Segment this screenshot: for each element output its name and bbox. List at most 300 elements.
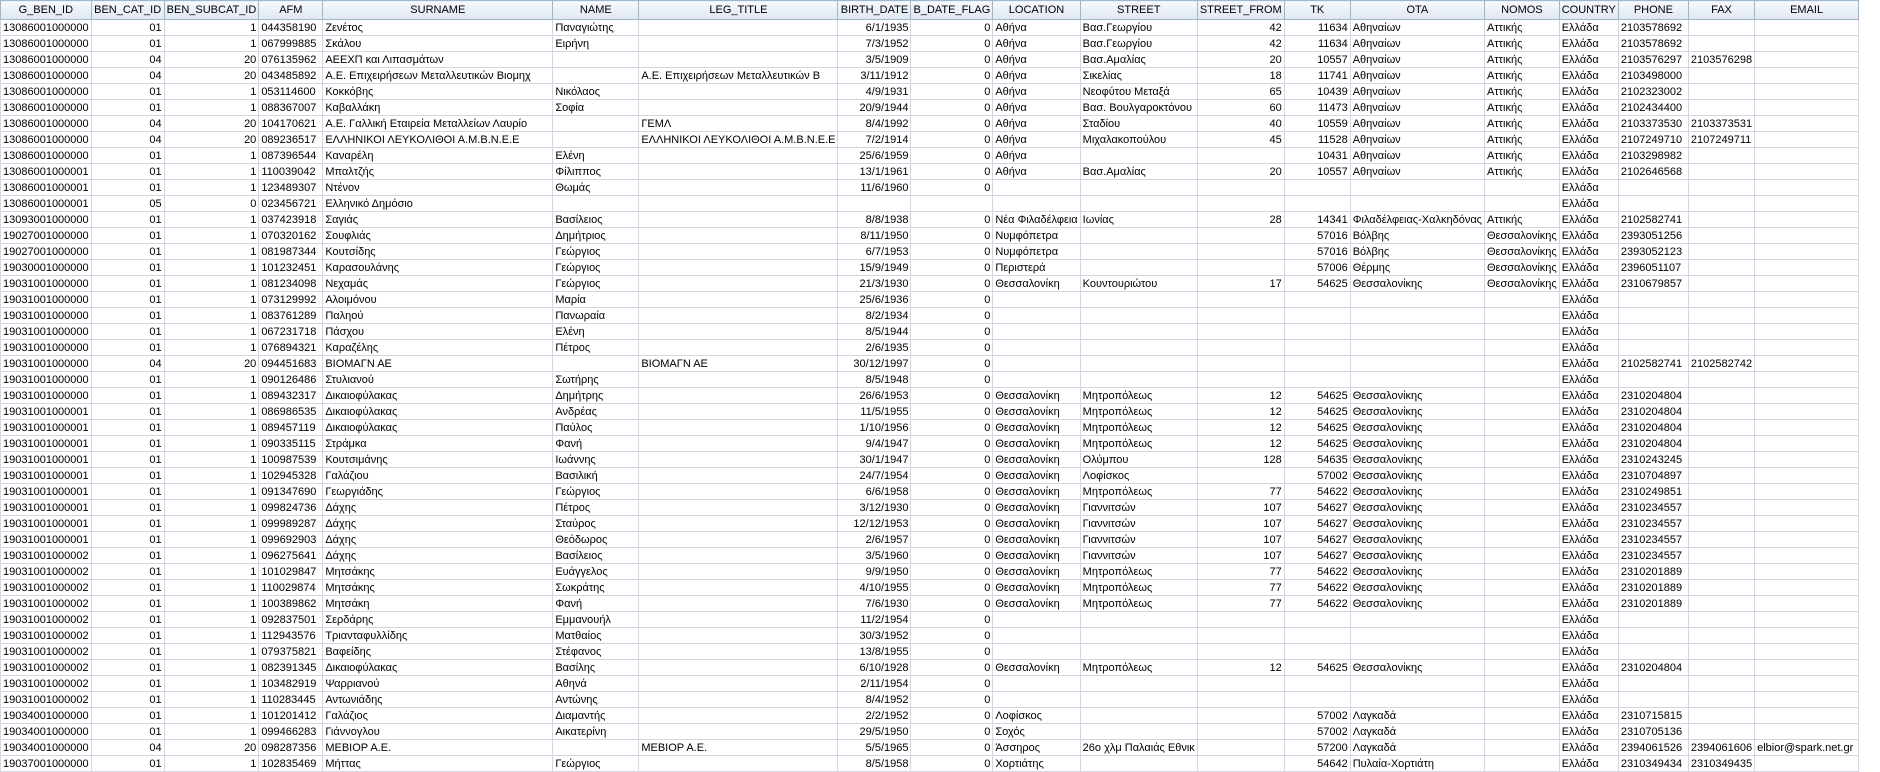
cell-ben-subcat-id[interactable]: 1: [164, 692, 259, 708]
cell-nomos[interactable]: [1484, 756, 1559, 772]
cell-fax[interactable]: [1688, 452, 1754, 468]
cell-tk[interactable]: [1284, 340, 1350, 356]
cell-surname[interactable]: Μπαλτζής: [323, 164, 553, 180]
cell-email[interactable]: [1755, 564, 1859, 580]
cell-birth-date[interactable]: 8/11/1950: [838, 228, 911, 244]
cell-b-date-flag[interactable]: 0: [911, 580, 993, 596]
cell-surname[interactable]: Δικαιοφύλακας: [323, 404, 553, 420]
cell-location[interactable]: Θεσσαλονίκη: [993, 420, 1080, 436]
cell-b-date-flag[interactable]: 0: [911, 740, 993, 756]
cell-g-ben-id[interactable]: 19031001000002: [1, 564, 92, 580]
cell-ben-cat-id[interactable]: 01: [91, 324, 164, 340]
cell-g-ben-id[interactable]: 19031001000001: [1, 420, 92, 436]
cell-afm[interactable]: 102835469: [259, 756, 323, 772]
cell-name[interactable]: Ματθαίος: [553, 628, 639, 644]
cell-nomos[interactable]: [1484, 676, 1559, 692]
cell-ben-subcat-id[interactable]: 1: [164, 500, 259, 516]
cell-ota[interactable]: Αθηναίων: [1350, 84, 1484, 100]
cell-street-from[interactable]: [1197, 372, 1284, 388]
cell-leg-title[interactable]: [639, 52, 838, 68]
cell-b-date-flag[interactable]: 0: [911, 292, 993, 308]
cell-leg-title[interactable]: [639, 244, 838, 260]
cell-leg-title[interactable]: [639, 180, 838, 196]
cell-g-ben-id[interactable]: 19031001000002: [1, 644, 92, 660]
cell-fax[interactable]: [1688, 532, 1754, 548]
cell-ota[interactable]: Αθηναίων: [1350, 52, 1484, 68]
cell-leg-title[interactable]: [639, 708, 838, 724]
cell-ben-cat-id[interactable]: 01: [91, 580, 164, 596]
cell-ben-cat-id[interactable]: 01: [91, 244, 164, 260]
cell-surname[interactable]: Μήττας: [323, 756, 553, 772]
cell-ben-cat-id[interactable]: 01: [91, 516, 164, 532]
cell-ben-subcat-id[interactable]: 1: [164, 436, 259, 452]
cell-phone[interactable]: 2103298982: [1618, 148, 1688, 164]
cell-nomos[interactable]: Αττικής: [1484, 20, 1559, 36]
cell-phone[interactable]: 2107249710: [1618, 132, 1688, 148]
cell-surname[interactable]: Α.Ε. Επιχειρήσεων Μεταλλευτικών Βιομηχ: [323, 68, 553, 84]
cell-ben-subcat-id[interactable]: 1: [164, 228, 259, 244]
cell-ben-subcat-id[interactable]: 1: [164, 20, 259, 36]
cell-leg-title[interactable]: [639, 548, 838, 564]
cell-nomos[interactable]: Αττικής: [1484, 132, 1559, 148]
cell-leg-title[interactable]: [639, 756, 838, 772]
cell-name[interactable]: Ειρήνη: [553, 36, 639, 52]
cell-country[interactable]: Ελλάδα: [1559, 756, 1618, 772]
cell-tk[interactable]: [1284, 324, 1350, 340]
column-header-street[interactable]: STREET: [1080, 1, 1197, 20]
cell-leg-title[interactable]: [639, 644, 838, 660]
cell-street-from[interactable]: [1197, 196, 1284, 212]
cell-g-ben-id[interactable]: 13086001000000: [1, 52, 92, 68]
cell-b-date-flag[interactable]: 0: [911, 276, 993, 292]
cell-name[interactable]: Ελένη: [553, 324, 639, 340]
cell-fax[interactable]: [1688, 724, 1754, 740]
cell-ota[interactable]: [1350, 324, 1484, 340]
cell-ota[interactable]: Θεσσαλονίκης: [1350, 516, 1484, 532]
cell-ben-subcat-id[interactable]: 1: [164, 532, 259, 548]
cell-street[interactable]: Μητροπόλεως: [1080, 484, 1197, 500]
cell-surname[interactable]: Σκάλου: [323, 36, 553, 52]
cell-ben-subcat-id[interactable]: 1: [164, 468, 259, 484]
cell-street-from[interactable]: 17: [1197, 276, 1284, 292]
cell-email[interactable]: [1755, 356, 1859, 372]
cell-street[interactable]: Βασ. Βουλγαροκτόνου: [1080, 100, 1197, 116]
cell-birth-date[interactable]: 11/5/1955: [838, 404, 911, 420]
cell-country[interactable]: Ελλάδα: [1559, 292, 1618, 308]
cell-nomos[interactable]: [1484, 324, 1559, 340]
cell-nomos[interactable]: [1484, 356, 1559, 372]
cell-ben-cat-id[interactable]: 01: [91, 628, 164, 644]
cell-fax[interactable]: [1688, 196, 1754, 212]
cell-surname[interactable]: Δικαιοφύλακας: [323, 388, 553, 404]
cell-birth-date[interactable]: 3/5/1909: [838, 52, 911, 68]
cell-street-from[interactable]: [1197, 756, 1284, 772]
cell-country[interactable]: Ελλάδα: [1559, 36, 1618, 52]
column-header-g-ben-id[interactable]: G_BEN_ID: [1, 1, 92, 20]
cell-ben-subcat-id[interactable]: 1: [164, 452, 259, 468]
cell-phone[interactable]: [1618, 324, 1688, 340]
cell-fax[interactable]: [1688, 644, 1754, 660]
cell-street-from[interactable]: [1197, 308, 1284, 324]
cell-afm[interactable]: 103482919: [259, 676, 323, 692]
cell-ota[interactable]: Αθηναίων: [1350, 148, 1484, 164]
cell-surname[interactable]: Γαλάζιου: [323, 468, 553, 484]
cell-g-ben-id[interactable]: 13086001000001: [1, 180, 92, 196]
cell-ben-subcat-id[interactable]: 1: [164, 388, 259, 404]
cell-street-from[interactable]: 77: [1197, 580, 1284, 596]
cell-street-from[interactable]: 12: [1197, 404, 1284, 420]
cell-country[interactable]: Ελλάδα: [1559, 708, 1618, 724]
cell-afm[interactable]: 099692903: [259, 532, 323, 548]
cell-ota[interactable]: Θεσσαλονίκης: [1350, 580, 1484, 596]
cell-street-from[interactable]: [1197, 676, 1284, 692]
cell-g-ben-id[interactable]: 19031001000001: [1, 484, 92, 500]
cell-name[interactable]: Φανή: [553, 436, 639, 452]
cell-street[interactable]: Μητροπόλεως: [1080, 404, 1197, 420]
cell-street[interactable]: Μητροπόλεως: [1080, 388, 1197, 404]
cell-g-ben-id[interactable]: 19031001000001: [1, 468, 92, 484]
cell-phone[interactable]: [1618, 196, 1688, 212]
cell-ben-subcat-id[interactable]: 1: [164, 596, 259, 612]
cell-street-from[interactable]: 45: [1197, 132, 1284, 148]
cell-fax[interactable]: [1688, 468, 1754, 484]
cell-email[interactable]: [1755, 132, 1859, 148]
cell-phone[interactable]: 2396051107: [1618, 260, 1688, 276]
cell-b-date-flag[interactable]: 0: [911, 20, 993, 36]
cell-location[interactable]: Θεσσαλονίκη: [993, 580, 1080, 596]
cell-fax[interactable]: [1688, 692, 1754, 708]
cell-country[interactable]: Ελλάδα: [1559, 84, 1618, 100]
cell-birth-date[interactable]: 13/8/1955: [838, 644, 911, 660]
cell-name[interactable]: Διαμαντής: [553, 708, 639, 724]
cell-ben-cat-id[interactable]: 01: [91, 276, 164, 292]
cell-location[interactable]: [993, 628, 1080, 644]
cell-email[interactable]: [1755, 516, 1859, 532]
cell-email[interactable]: [1755, 580, 1859, 596]
cell-ben-subcat-id[interactable]: 1: [164, 484, 259, 500]
cell-ben-cat-id[interactable]: 01: [91, 500, 164, 516]
cell-phone[interactable]: [1618, 340, 1688, 356]
cell-b-date-flag[interactable]: 0: [911, 612, 993, 628]
cell-birth-date[interactable]: 4/9/1931: [838, 84, 911, 100]
cell-fax[interactable]: 2394061606: [1688, 740, 1754, 756]
cell-g-ben-id[interactable]: 19031001000002: [1, 628, 92, 644]
cell-ota[interactable]: Λαγκαδά: [1350, 740, 1484, 756]
cell-email[interactable]: [1755, 52, 1859, 68]
cell-fax[interactable]: [1688, 708, 1754, 724]
cell-tk[interactable]: [1284, 308, 1350, 324]
cell-phone[interactable]: 2310679857: [1618, 276, 1688, 292]
cell-ben-subcat-id[interactable]: 1: [164, 148, 259, 164]
cell-nomos[interactable]: [1484, 292, 1559, 308]
cell-phone[interactable]: [1618, 292, 1688, 308]
cell-surname[interactable]: Δικαιοφύλακας: [323, 660, 553, 676]
cell-name[interactable]: Γεώργιος: [553, 276, 639, 292]
cell-b-date-flag[interactable]: 0: [911, 516, 993, 532]
cell-fax[interactable]: [1688, 308, 1754, 324]
cell-surname[interactable]: Δάχης: [323, 548, 553, 564]
column-header-leg-title[interactable]: LEG_TITLE: [639, 1, 838, 20]
cell-tk[interactable]: [1284, 180, 1350, 196]
cell-surname[interactable]: Κουτσιμάνης: [323, 452, 553, 468]
cell-country[interactable]: Ελλάδα: [1559, 148, 1618, 164]
cell-birth-date[interactable]: 8/5/1958: [838, 756, 911, 772]
cell-email[interactable]: [1755, 20, 1859, 36]
cell-country[interactable]: Ελλάδα: [1559, 212, 1618, 228]
cell-ben-cat-id[interactable]: 01: [91, 660, 164, 676]
cell-name[interactable]: Δημήτρης: [553, 388, 639, 404]
cell-afm[interactable]: 110039042: [259, 164, 323, 180]
cell-email[interactable]: [1755, 724, 1859, 740]
cell-street[interactable]: [1080, 260, 1197, 276]
cell-ben-subcat-id[interactable]: 1: [164, 308, 259, 324]
cell-b-date-flag[interactable]: 0: [911, 500, 993, 516]
cell-g-ben-id[interactable]: 19031001000000: [1, 388, 92, 404]
cell-surname[interactable]: Δάχης: [323, 532, 553, 548]
cell-b-date-flag[interactable]: 0: [911, 708, 993, 724]
cell-nomos[interactable]: [1484, 532, 1559, 548]
cell-ben-cat-id[interactable]: 01: [91, 84, 164, 100]
cell-email[interactable]: [1755, 196, 1859, 212]
cell-country[interactable]: Ελλάδα: [1559, 276, 1618, 292]
cell-afm[interactable]: 076135962: [259, 52, 323, 68]
cell-location[interactable]: [993, 180, 1080, 196]
cell-ota[interactable]: Βόλβης: [1350, 228, 1484, 244]
cell-country[interactable]: Ελλάδα: [1559, 692, 1618, 708]
cell-phone[interactable]: 2102323002: [1618, 84, 1688, 100]
cell-street-from[interactable]: 18: [1197, 68, 1284, 84]
cell-phone[interactable]: 2310234557: [1618, 532, 1688, 548]
cell-ben-cat-id[interactable]: 04: [91, 116, 164, 132]
cell-fax[interactable]: [1688, 340, 1754, 356]
cell-afm[interactable]: 110283445: [259, 692, 323, 708]
cell-phone[interactable]: 2310204804: [1618, 388, 1688, 404]
cell-nomos[interactable]: Θεσσαλονίκης: [1484, 260, 1559, 276]
cell-street[interactable]: [1080, 756, 1197, 772]
cell-ota[interactable]: [1350, 196, 1484, 212]
column-header-country[interactable]: COUNTRY: [1559, 1, 1618, 20]
cell-tk[interactable]: 54625: [1284, 276, 1350, 292]
cell-ben-cat-id[interactable]: 01: [91, 532, 164, 548]
cell-street[interactable]: [1080, 196, 1197, 212]
cell-tk[interactable]: [1284, 628, 1350, 644]
cell-nomos[interactable]: Αττικής: [1484, 212, 1559, 228]
cell-fax[interactable]: [1688, 548, 1754, 564]
cell-phone[interactable]: 2393052123: [1618, 244, 1688, 260]
cell-leg-title[interactable]: [639, 292, 838, 308]
cell-email[interactable]: [1755, 404, 1859, 420]
cell-g-ben-id[interactable]: 19031001000002: [1, 596, 92, 612]
cell-birth-date[interactable]: 25/6/1936: [838, 292, 911, 308]
cell-street-from[interactable]: 107: [1197, 500, 1284, 516]
cell-phone[interactable]: [1618, 628, 1688, 644]
cell-ben-subcat-id[interactable]: 1: [164, 276, 259, 292]
cell-ben-subcat-id[interactable]: 1: [164, 100, 259, 116]
cell-ben-subcat-id[interactable]: 20: [164, 52, 259, 68]
cell-birth-date[interactable]: 24/7/1954: [838, 468, 911, 484]
cell-location[interactable]: [993, 340, 1080, 356]
cell-b-date-flag[interactable]: 0: [911, 660, 993, 676]
cell-location[interactable]: Αθήνα: [993, 148, 1080, 164]
cell-afm[interactable]: 101029847: [259, 564, 323, 580]
cell-fax[interactable]: [1688, 180, 1754, 196]
cell-ben-cat-id[interactable]: 01: [91, 644, 164, 660]
cell-ben-subcat-id[interactable]: 1: [164, 612, 259, 628]
cell-afm[interactable]: 090335115: [259, 436, 323, 452]
cell-ben-cat-id[interactable]: 01: [91, 388, 164, 404]
cell-country[interactable]: Ελλάδα: [1559, 628, 1618, 644]
cell-street[interactable]: [1080, 372, 1197, 388]
cell-location[interactable]: Θεσσαλονίκη: [993, 388, 1080, 404]
cell-name[interactable]: Πέτρος: [553, 500, 639, 516]
cell-surname[interactable]: Δάχης: [323, 516, 553, 532]
cell-email[interactable]: [1755, 644, 1859, 660]
cell-ota[interactable]: Αθηναίων: [1350, 36, 1484, 52]
cell-b-date-flag[interactable]: 0: [911, 596, 993, 612]
cell-country[interactable]: Ελλάδα: [1559, 180, 1618, 196]
cell-nomos[interactable]: [1484, 692, 1559, 708]
cell-country[interactable]: Ελλάδα: [1559, 676, 1618, 692]
cell-ota[interactable]: Βόλβης: [1350, 244, 1484, 260]
cell-fax[interactable]: [1688, 500, 1754, 516]
cell-ben-cat-id[interactable]: 01: [91, 308, 164, 324]
cell-ben-subcat-id[interactable]: 1: [164, 644, 259, 660]
cell-b-date-flag[interactable]: 0: [911, 724, 993, 740]
cell-fax[interactable]: [1688, 676, 1754, 692]
cell-name[interactable]: Νικόλαος: [553, 84, 639, 100]
cell-ota[interactable]: [1350, 372, 1484, 388]
cell-leg-title[interactable]: [639, 84, 838, 100]
cell-leg-title[interactable]: [639, 580, 838, 596]
cell-b-date-flag[interactable]: 0: [911, 452, 993, 468]
cell-birth-date[interactable]: 8/4/1992: [838, 116, 911, 132]
cell-tk[interactable]: [1284, 196, 1350, 212]
cell-country[interactable]: Ελλάδα: [1559, 340, 1618, 356]
cell-surname[interactable]: Τριανταφυλλίδης: [323, 628, 553, 644]
cell-location[interactable]: Αθήνα: [993, 164, 1080, 180]
cell-phone[interactable]: [1618, 692, 1688, 708]
cell-ben-cat-id[interactable]: 01: [91, 484, 164, 500]
cell-nomos[interactable]: [1484, 196, 1559, 212]
cell-street[interactable]: Βασ.Αμαλίας: [1080, 52, 1197, 68]
cell-location[interactable]: Αθήνα: [993, 68, 1080, 84]
cell-ben-cat-id[interactable]: 01: [91, 228, 164, 244]
cell-afm[interactable]: 123489307: [259, 180, 323, 196]
cell-email[interactable]: [1755, 148, 1859, 164]
cell-b-date-flag[interactable]: 0: [911, 68, 993, 84]
cell-email[interactable]: [1755, 308, 1859, 324]
cell-fax[interactable]: [1688, 36, 1754, 52]
cell-leg-title[interactable]: ΜΕΒΙΟΡ Α.Ε.: [639, 740, 838, 756]
cell-ota[interactable]: Θεσσαλονίκης: [1350, 420, 1484, 436]
cell-street[interactable]: [1080, 292, 1197, 308]
cell-birth-date[interactable]: 6/1/1935: [838, 20, 911, 36]
cell-leg-title[interactable]: [639, 484, 838, 500]
cell-ota[interactable]: Θεσσαλονίκης: [1350, 468, 1484, 484]
cell-tk[interactable]: 54627: [1284, 500, 1350, 516]
cell-name[interactable]: Αθηνά: [553, 676, 639, 692]
cell-location[interactable]: Θεσσαλονίκη: [993, 468, 1080, 484]
cell-location[interactable]: Αθήνα: [993, 52, 1080, 68]
cell-country[interactable]: Ελλάδα: [1559, 724, 1618, 740]
cell-location[interactable]: Λοφίσκος: [993, 708, 1080, 724]
cell-phone[interactable]: 2393051256: [1618, 228, 1688, 244]
cell-b-date-flag[interactable]: 0: [911, 692, 993, 708]
cell-nomos[interactable]: Αττικής: [1484, 116, 1559, 132]
cell-email[interactable]: [1755, 708, 1859, 724]
cell-location[interactable]: Αθήνα: [993, 20, 1080, 36]
cell-ota[interactable]: [1350, 612, 1484, 628]
cell-nomos[interactable]: [1484, 564, 1559, 580]
cell-name[interactable]: Δημήτριος: [553, 228, 639, 244]
cell-phone[interactable]: 2102434400: [1618, 100, 1688, 116]
cell-email[interactable]: [1755, 548, 1859, 564]
cell-afm[interactable]: 081987344: [259, 244, 323, 260]
cell-ota[interactable]: Θεσσαλονίκης: [1350, 500, 1484, 516]
cell-street[interactable]: Βασ.Αμαλίας: [1080, 164, 1197, 180]
cell-nomos[interactable]: [1484, 628, 1559, 644]
cell-country[interactable]: Ελλάδα: [1559, 388, 1618, 404]
cell-b-date-flag[interactable]: 0: [911, 644, 993, 660]
cell-phone[interactable]: 2310234557: [1618, 548, 1688, 564]
cell-leg-title[interactable]: [639, 340, 838, 356]
cell-ota[interactable]: Θεσσαλονίκης: [1350, 564, 1484, 580]
cell-phone[interactable]: 2310704897: [1618, 468, 1688, 484]
cell-b-date-flag[interactable]: 0: [911, 548, 993, 564]
cell-phone[interactable]: [1618, 180, 1688, 196]
cell-tk[interactable]: [1284, 356, 1350, 372]
cell-ota[interactable]: Αθηναίων: [1350, 100, 1484, 116]
cell-phone[interactable]: 2310234557: [1618, 500, 1688, 516]
cell-nomos[interactable]: [1484, 740, 1559, 756]
cell-country[interactable]: Ελλάδα: [1559, 484, 1618, 500]
cell-email[interactable]: [1755, 228, 1859, 244]
cell-email[interactable]: [1755, 36, 1859, 52]
cell-location[interactable]: Θεσσαλονίκη: [993, 548, 1080, 564]
cell-country[interactable]: Ελλάδα: [1559, 644, 1618, 660]
column-header-name[interactable]: NAME: [553, 1, 639, 20]
cell-name[interactable]: [553, 52, 639, 68]
cell-location[interactable]: Χορτιάτης: [993, 756, 1080, 772]
cell-afm[interactable]: 101232451: [259, 260, 323, 276]
cell-ben-cat-id[interactable]: 04: [91, 356, 164, 372]
cell-afm[interactable]: 101201412: [259, 708, 323, 724]
cell-b-date-flag[interactable]: 0: [911, 628, 993, 644]
column-header-ben-subcat-id[interactable]: BEN_SUBCAT_ID: [164, 1, 259, 20]
cell-ben-subcat-id[interactable]: 1: [164, 580, 259, 596]
cell-nomos[interactable]: Θεσσαλονίκης: [1484, 228, 1559, 244]
cell-afm[interactable]: 090126486: [259, 372, 323, 388]
cell-nomos[interactable]: [1484, 420, 1559, 436]
cell-g-ben-id[interactable]: 13086001000000: [1, 36, 92, 52]
cell-leg-title[interactable]: [639, 420, 838, 436]
cell-afm[interactable]: 094451683: [259, 356, 323, 372]
cell-name[interactable]: Φανή: [553, 596, 639, 612]
cell-nomos[interactable]: [1484, 644, 1559, 660]
cell-location[interactable]: Περιστερά: [993, 260, 1080, 276]
cell-street-from[interactable]: 77: [1197, 596, 1284, 612]
cell-afm[interactable]: 092837501: [259, 612, 323, 628]
cell-country[interactable]: Ελλάδα: [1559, 100, 1618, 116]
cell-tk[interactable]: 54625: [1284, 404, 1350, 420]
cell-location[interactable]: [993, 196, 1080, 212]
cell-ben-subcat-id[interactable]: 1: [164, 420, 259, 436]
cell-tk[interactable]: 54622: [1284, 484, 1350, 500]
cell-afm[interactable]: 076894321: [259, 340, 323, 356]
cell-afm[interactable]: 100987539: [259, 452, 323, 468]
cell-phone[interactable]: 2310715815: [1618, 708, 1688, 724]
cell-street-from[interactable]: 12: [1197, 388, 1284, 404]
